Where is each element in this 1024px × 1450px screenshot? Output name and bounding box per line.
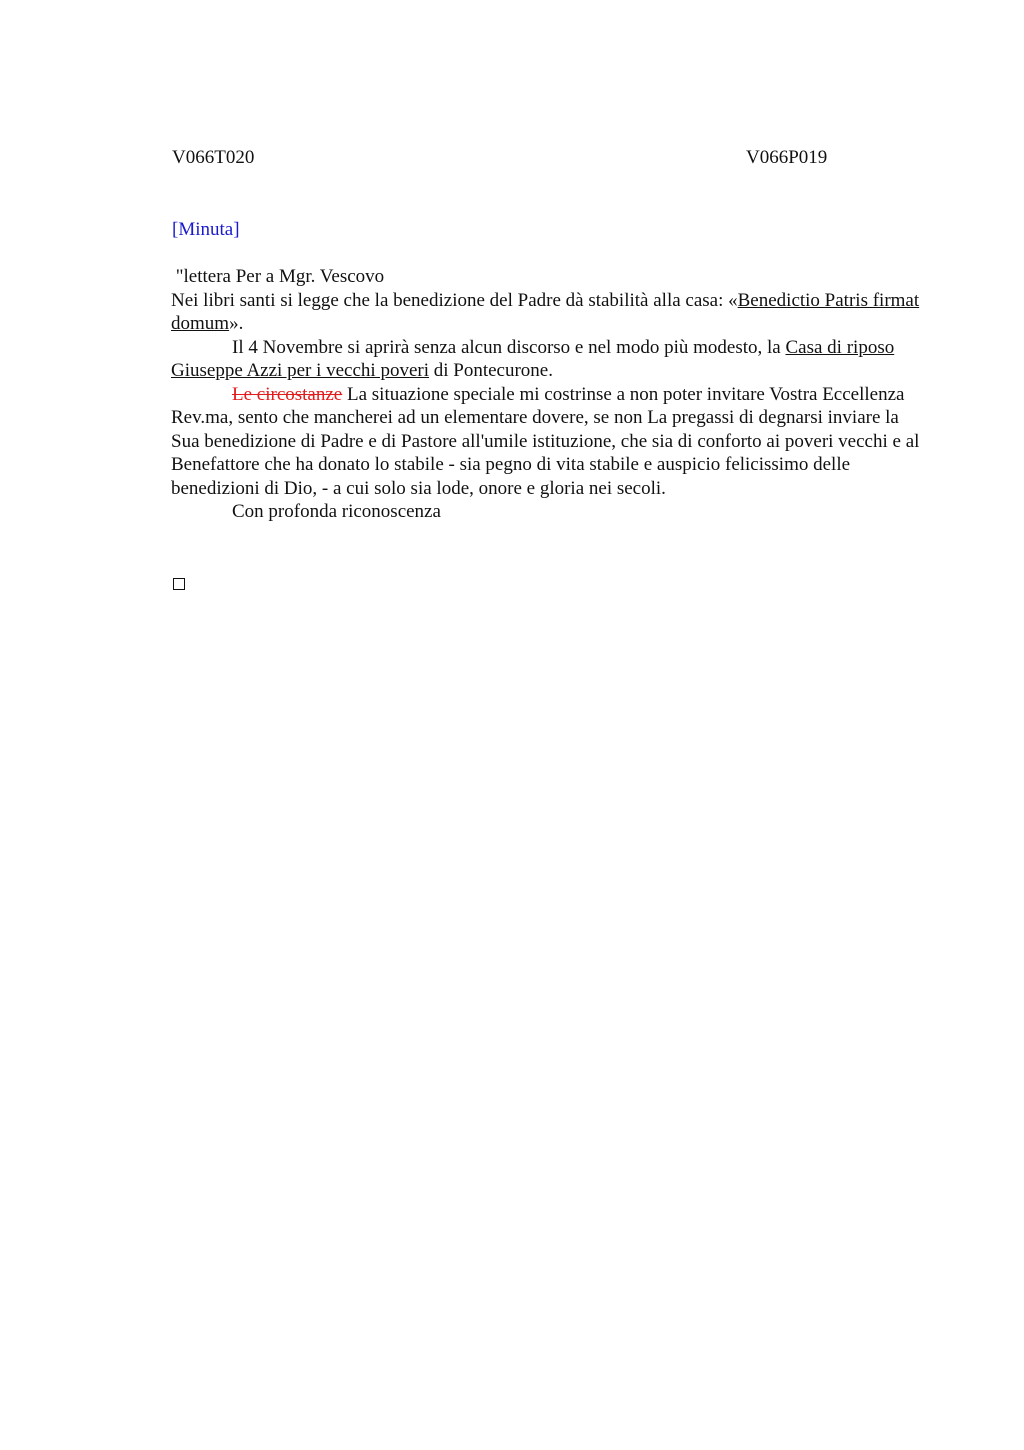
minuta-label: [Minuta] bbox=[172, 219, 240, 240]
paragraph-2-text-after: di Pontecurone. bbox=[428, 360, 553, 381]
letter-body bbox=[171, 265, 931, 524]
paragraph-1-text-after: ». bbox=[229, 313, 244, 334]
latin-quote-underlined: Benedictio Patris firmat domum bbox=[171, 289, 920, 334]
document-code-left: V066T020 bbox=[172, 147, 255, 168]
checkbox-square[interactable] bbox=[173, 578, 185, 590]
institution-name-underlined: Casa di riposo Giuseppe Azzi per i vecchi poveri bbox=[171, 336, 895, 381]
document-code-right: V066P019 bbox=[746, 147, 828, 168]
letter-closing: Con profonda riconoscenza bbox=[232, 501, 441, 522]
paragraph-1-text-before: Nei libri santi si legge che la benedizione del Padre dà stabilità alla casa: « bbox=[171, 289, 738, 311]
paragraph-3-text: La situazione speciale mi costrinse a non poter invitare Vostra Eccellenza Rev.ma, sento che mancherei ad un elementare dovere, se non La pregassi di degnarsi inviare la Sua benedizione di Padre e di Pastore all'umile istituzione, che sia di conforto ai poveri vecchi e al Benefattore che ha donato lo stabile - sia pegno di vita stabile e auspicio felicissimo delle benedizioni di Dio, - a cui solo sia lode, onore e gloria nei secoli. bbox=[171, 383, 920, 499]
deleted-text: Le circostanze bbox=[232, 383, 343, 405]
letter-paragraph-1 bbox=[171, 289, 931, 336]
letter-heading: "lettera Per a Mgr. Vescovo bbox=[171, 266, 385, 287]
letter-paragraph-2 bbox=[171, 336, 931, 383]
letter-paragraph-3 bbox=[171, 383, 931, 501]
paragraph-2-text-before: Il 4 Novembre si aprirà senza alcun discorso e nel modo più modesto, la bbox=[232, 336, 786, 358]
